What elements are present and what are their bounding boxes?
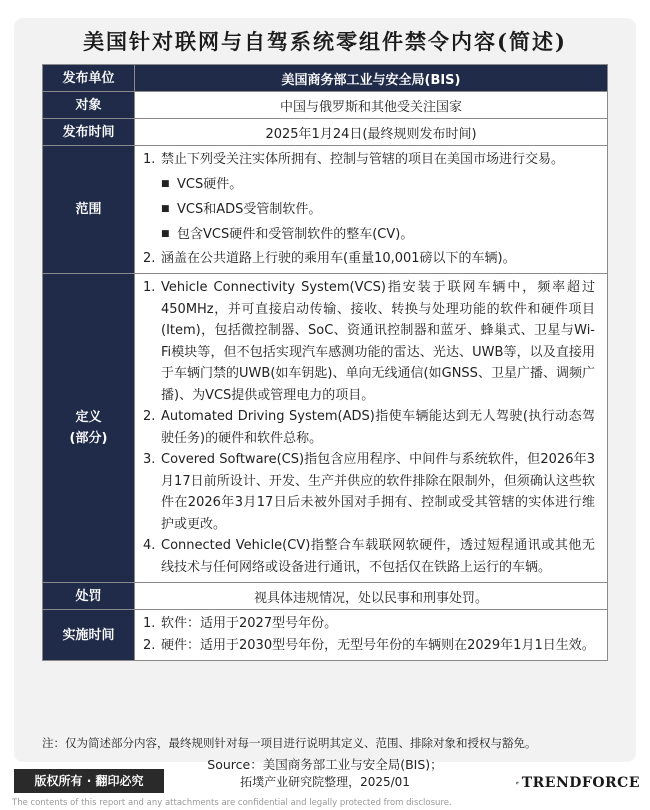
definition-text: Covered Software(CS)指包含应用程序、中间件与系统软件，但2026年3月17日前所设计、开发、生产并供应的软件排除在限制外，但须确认这些软件在2026年3月17日后未被外国对手拥有、控制或受其管辖的实体进行维护或更改。 bbox=[161, 452, 595, 532]
list-item bbox=[143, 613, 595, 635]
trendforce-logo-icon bbox=[516, 773, 519, 793]
brand-logo bbox=[516, 772, 640, 794]
issuer-value: 美国商务部工业与安全局(BIS) bbox=[135, 65, 608, 92]
definition-content bbox=[135, 274, 608, 583]
brand-name: TRENDFORCE bbox=[521, 775, 640, 791]
disclaimer: The contents of this report and any attachments are confidential and legally protected from disclosure. bbox=[12, 798, 452, 808]
list-item bbox=[143, 248, 595, 270]
list-number: 1. bbox=[143, 152, 156, 167]
date-value: 2025年1月24日(最终规则发布时间) bbox=[135, 119, 608, 146]
source-credit: 拓墣产业研究院整理，2025/01 bbox=[240, 775, 410, 789]
bullet-text: VCS硬件。 bbox=[177, 176, 243, 192]
table-row-issuer bbox=[43, 65, 608, 92]
scope-item-text: 禁止下列受关注实体所拥有、控制与管辖的项目在美国市场进行交易。 bbox=[161, 152, 565, 167]
copyright-badge: 版权所有 · 翻印必究 bbox=[14, 769, 164, 793]
target-label: 对象 bbox=[43, 92, 135, 119]
list-item bbox=[143, 277, 595, 406]
effective-text: 软件：适用于2027型号年份。 bbox=[161, 616, 338, 631]
list-item bbox=[143, 635, 595, 657]
scope-bullet-list bbox=[143, 172, 595, 247]
list-number: 4. bbox=[143, 538, 156, 553]
list-number: 2. bbox=[143, 250, 156, 266]
effective-content bbox=[135, 610, 608, 661]
scope-content bbox=[135, 146, 608, 274]
definition-label-line2: (部分) bbox=[69, 431, 108, 446]
ban-summary-table bbox=[42, 64, 608, 661]
bullet-icon: ■ bbox=[161, 228, 170, 239]
page-title: 美国针对联网与自驾系统零组件禁令内容(简述) bbox=[83, 29, 567, 54]
bullet-icon: ■ bbox=[161, 203, 170, 214]
list-number: 2. bbox=[143, 409, 156, 424]
table-row-target bbox=[43, 92, 608, 119]
issuer-label: 发布单位 bbox=[43, 65, 135, 92]
table-row-scope bbox=[43, 146, 608, 274]
table-row-effective bbox=[43, 610, 608, 661]
definition-text: Automated Driving System(ADS)指使车辆能达到无人驾驶(执行动态驾驶任务)的硬件和软件总称。 bbox=[161, 409, 595, 446]
list-number: 1. bbox=[143, 616, 156, 631]
effective-label: 实施时间 bbox=[43, 610, 135, 661]
list-item bbox=[143, 149, 595, 171]
bullet-icon: ■ bbox=[161, 178, 170, 189]
table-row-definition bbox=[43, 274, 608, 583]
list-number: 1. bbox=[143, 280, 156, 295]
table-row-date bbox=[43, 119, 608, 146]
list-item bbox=[143, 449, 595, 535]
date-label: 发布时间 bbox=[43, 119, 135, 146]
target-value: 中国与俄罗斯和其他受关注国家 bbox=[135, 92, 608, 119]
penalty-label: 处罚 bbox=[43, 583, 135, 610]
bullet-text: VCS和ADS受管制软件。 bbox=[177, 201, 322, 217]
definition-text: Connected Vehicle(CV)指整合车载联网软硬件，透过短程通讯或其他无线技术与任何网络或设备进行通讯，不包括仅在铁路上运行的车辆。 bbox=[161, 538, 595, 575]
list-item bbox=[143, 535, 595, 578]
source-line: Source：美国商务部工业与安全局(BIS)； bbox=[207, 757, 443, 772]
list-item bbox=[161, 172, 595, 197]
bullet-text: 包含VCS硬件和受管制软件的整车(CV)。 bbox=[177, 226, 414, 242]
definition-label bbox=[43, 274, 135, 583]
table-row-penalty bbox=[43, 583, 608, 610]
penalty-value: 视具体违规情况，处以民事和刑事处罚。 bbox=[135, 583, 608, 610]
effective-text: 硬件：适用于2030型号年份，无型号年份的车辆则在2029年1月1日生效。 bbox=[161, 637, 595, 653]
scope-label: 范围 bbox=[43, 146, 135, 274]
scope-item-text: 涵盖在公共道路上行驶的乘用车(重量10,001磅以下的车辆)。 bbox=[161, 250, 516, 266]
list-number: 2. bbox=[143, 637, 156, 653]
list-item bbox=[143, 406, 595, 449]
list-number: 3. bbox=[143, 452, 156, 467]
list-item bbox=[161, 197, 595, 222]
list-item bbox=[161, 222, 595, 247]
footnote: 注：仅为简述部分内容，最终规则针对每一项目进行说明其定义、范围、排除对象和授权与豁免。 bbox=[42, 736, 537, 750]
definition-text: Vehicle Connectivity System(VCS)指安装于联网车辆中，频率超过450MHz，并可直接启动传输、接收、转换与处理功能的软件和硬件项目(Item)，包括微控制器、SoC、资通讯控制器和蓝牙、蜂巢式、卫星与Wi-Fi模块等，但不包括实现汽车感测功能的雷达、光达、UWB等，以及直接用于车辆门禁的UWB(如车钥匙)、单向无线通信(如GNSS、卫星广播、调频广播)、为VCS提供或管理电力的项目。 bbox=[161, 280, 595, 403]
definition-label-line1: 定义 bbox=[75, 410, 102, 425]
